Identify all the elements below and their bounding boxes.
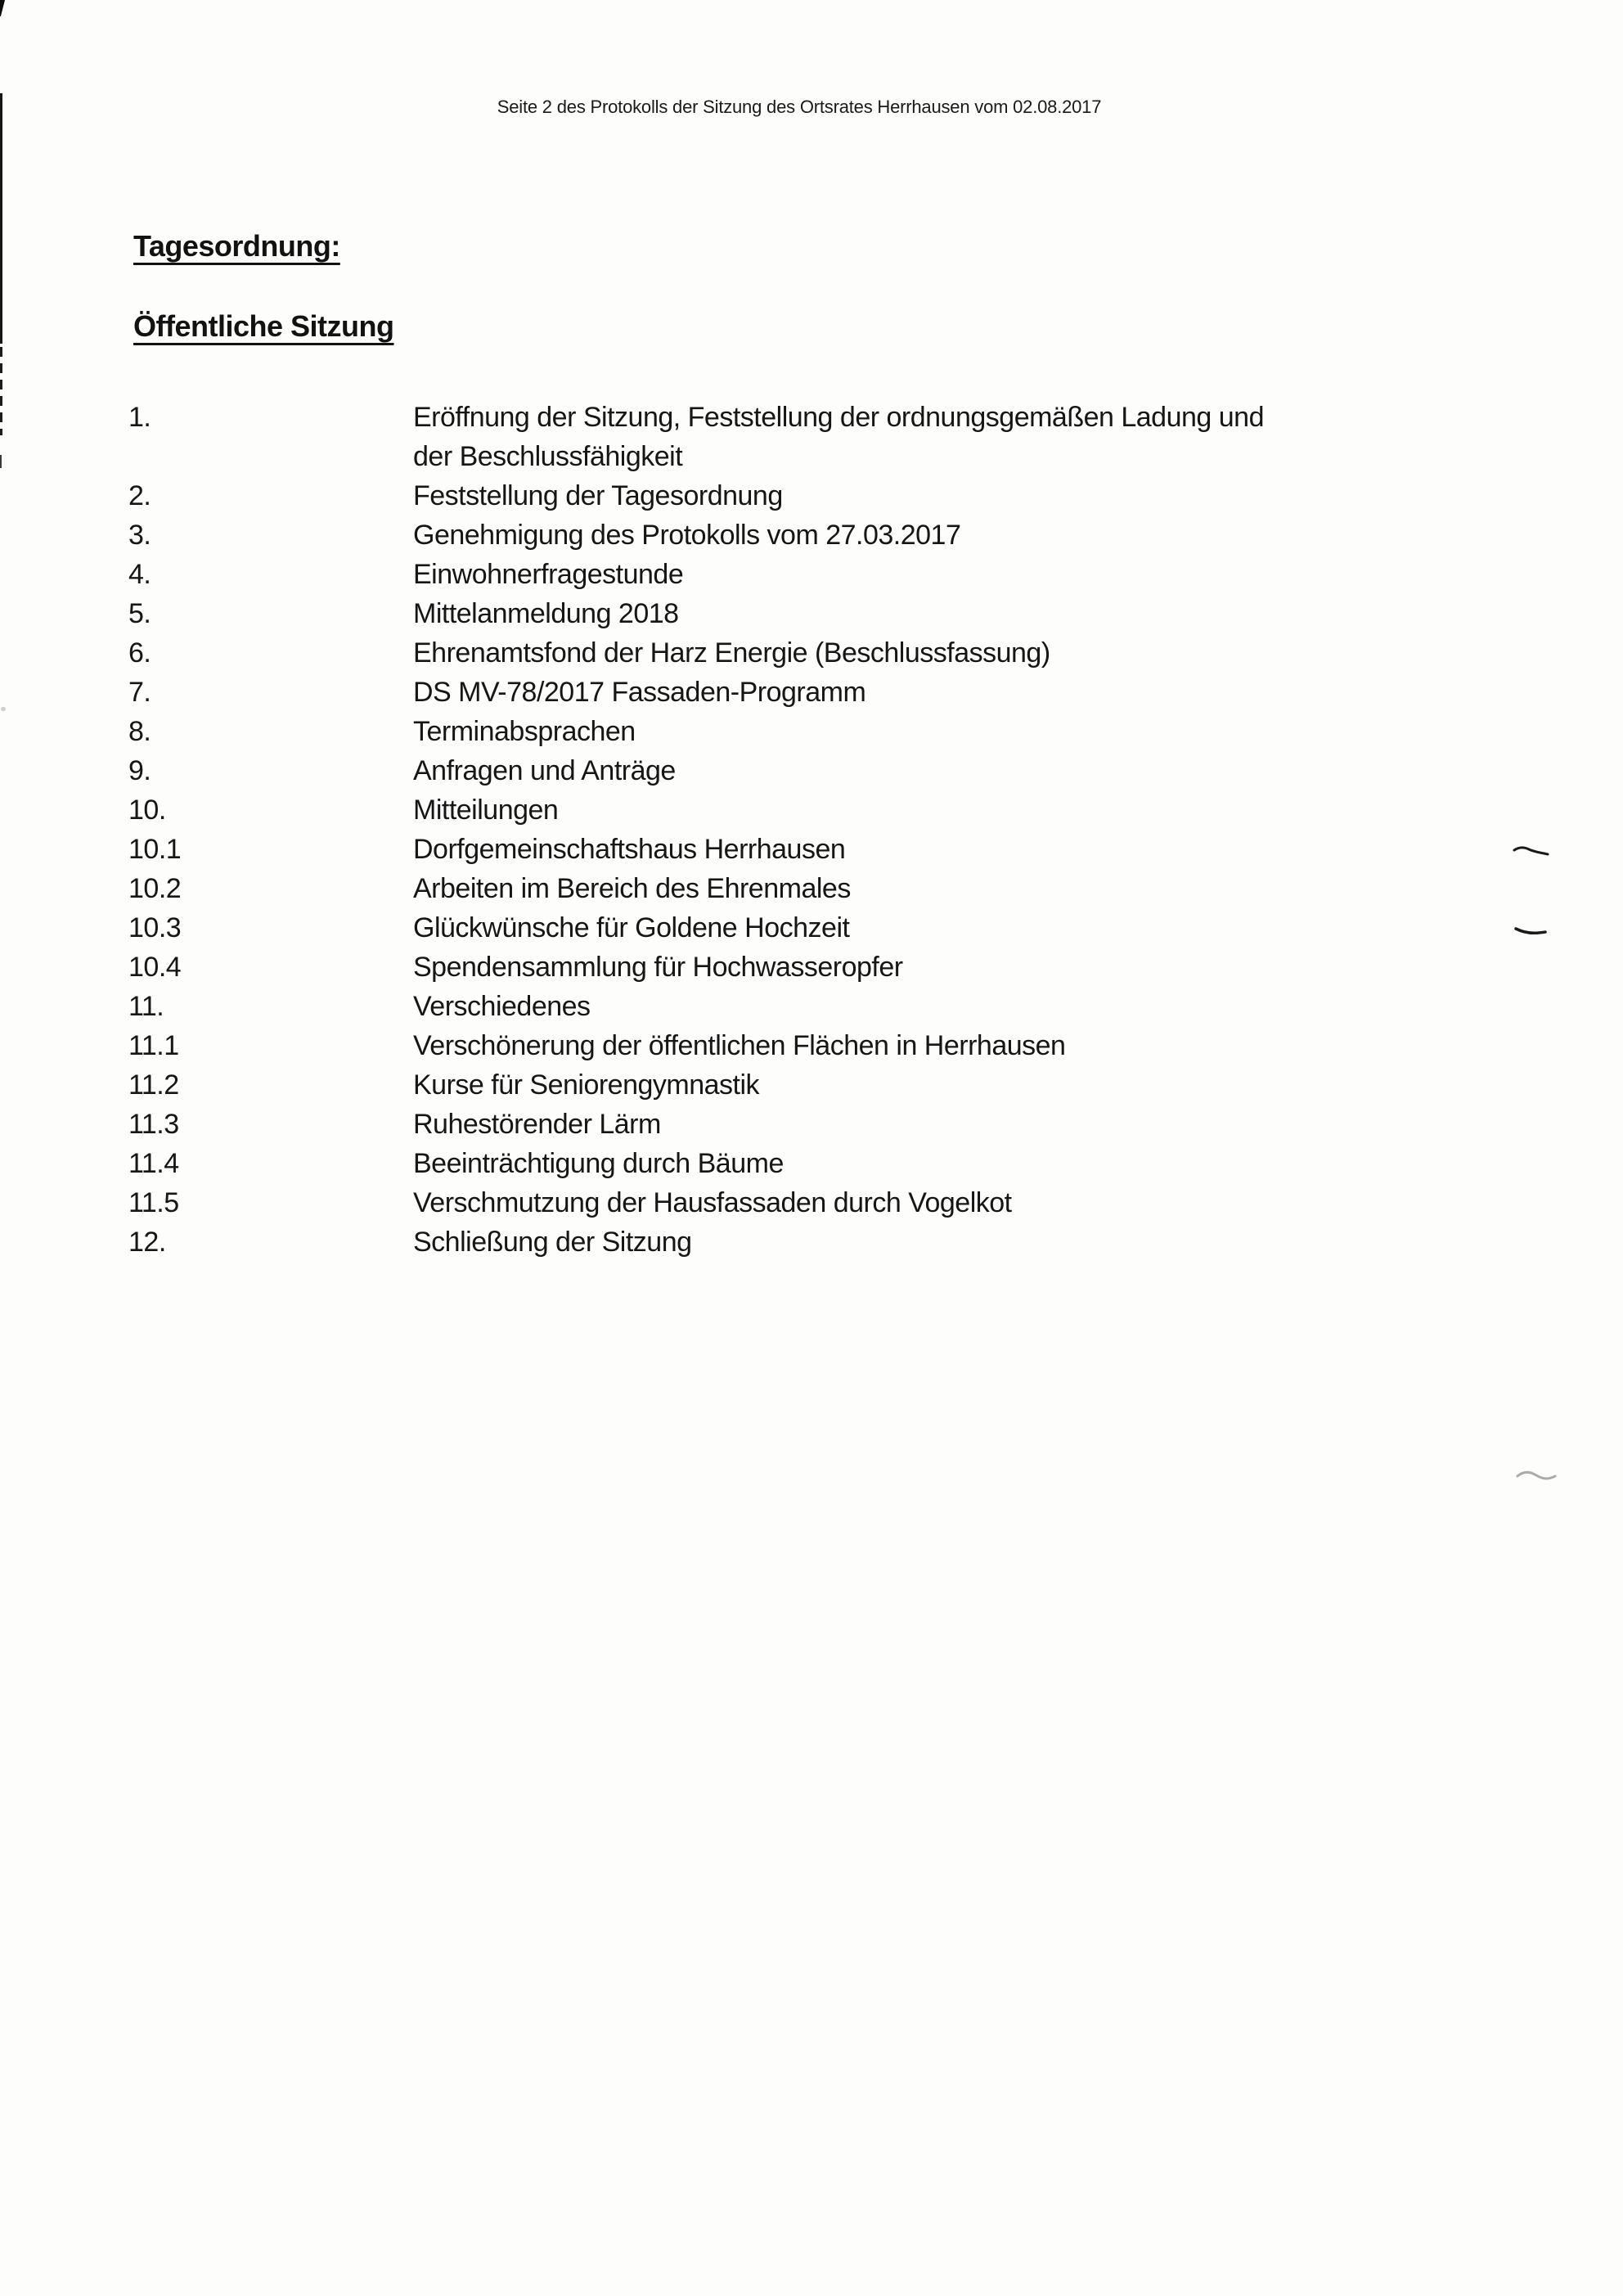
agenda-item-number: 11. [128,991,164,1022]
agenda-row [128,830,1413,869]
agenda-row [128,908,1413,948]
agenda-row [128,476,1413,515]
agenda-item-number: 10.4 [128,952,182,983]
agenda-item-text: Beeinträchtigung durch Bäume [413,1148,784,1179]
agenda-row [128,751,1413,790]
agenda-row [128,1026,1413,1065]
agenda-row [128,555,1413,594]
agenda-item-text: Spendensammlung für Hochwasseropfer [413,952,903,983]
agenda-item-number: 10.1 [128,834,182,865]
agenda-item-number: 7. [128,677,151,708]
agenda-item-number: 11.4 [128,1148,179,1179]
agenda-item-text: Mittelanmeldung 2018 [413,598,679,629]
agenda-item-text: Mitteilungen [413,795,559,826]
agenda-item-number: 12. [128,1227,166,1258]
agenda-item-number: 9. [128,755,151,786]
agenda-row [128,1105,1413,1144]
agenda-row [128,633,1413,673]
agenda-item-number: 1. [128,402,151,433]
agenda-item-number: 10.2 [128,873,182,904]
agenda-row [128,948,1413,987]
agenda-row [128,1183,1413,1222]
pen-dash-mark-icon [1514,924,1547,939]
agenda-item-number: 2. [128,480,151,511]
agenda-row [128,790,1413,830]
agenda-row [128,515,1413,555]
agenda-item-number: 8. [128,716,151,747]
agenda-item-number: 11.3 [128,1109,179,1140]
agenda-item-number: 10.3 [128,912,182,943]
scan-edge-artifact [0,347,2,435]
scan-edge-artifact [0,93,2,344]
agenda-list [128,398,1413,1262]
agenda-item-text: Ruhestörender Lärm [413,1109,661,1140]
pen-dash-mark-icon [1513,843,1550,861]
agenda-item-number: 11.2 [128,1069,179,1101]
agenda-item-text: Glückwünsche für Goldene Hochzeit [413,912,850,943]
agenda-item-text: Arbeiten im Bereich des Ehrenmales [413,873,851,904]
agenda-row [128,1144,1413,1183]
agenda-item-number: 10. [128,795,166,826]
agenda-row [128,1065,1413,1105]
agenda-row [128,1222,1413,1262]
scan-edge-artifact [0,0,5,16]
agenda-row [128,712,1413,751]
public-session-heading: Öffentliche Sitzung [133,309,394,343]
agenda-row [128,869,1413,908]
agenda-item-text: Feststellung der Tagesordnung [413,480,783,511]
faint-squiggle-mark-icon [1515,1466,1558,1484]
agenda-item-text: Anfragen und Anträge [413,755,676,786]
agenda-item-text: Verschiedenes [413,991,591,1022]
agenda-item-text: Einwohnerfragestunde [413,559,684,590]
agenda-row [128,398,1413,476]
agenda-item-text: Verschmutzung der Hausfassaden durch Vogelkot [413,1187,1012,1218]
agenda-item-text: Eröffnung der Sitzung, Feststellung der ordnungsgemäßen Ladung und der Beschlussfähigkeit [413,402,1264,472]
agenda-row [128,673,1413,712]
agenda-item-text: DS MV-78/2017 Fassaden-Programm [413,677,866,708]
page-header: Seite 2 des Protokolls der Sitzung des Ortsrates Herrhausen vom 02.08.2017 [497,97,1102,117]
agenda-item-number: 11.1 [128,1030,179,1061]
scan-edge-artifact [1,707,6,711]
agenda-item-text: Verschönerung der öffentlichen Flächen in Herrhausen [413,1030,1066,1061]
agenda-item-text: Schließung der Sitzung [413,1227,692,1258]
agenda-item-number: 3. [128,520,151,551]
agenda-item-text: Dorfgemeinschaftshaus Herrhausen [413,834,846,865]
agenda-item-number: 5. [128,598,151,629]
agenda-item-text: Terminabsprachen [413,716,636,747]
agenda-item-text: Genehmigung des Protokolls vom 27.03.2017 [413,520,961,551]
agenda-row [128,594,1413,633]
agenda-item-number: 11.5 [128,1187,179,1218]
agenda-heading: Tagesordnung: [133,229,340,263]
agenda-row [128,987,1413,1026]
agenda-item-text: Ehrenamtsfond der Harz Energie (Beschlussfassung) [413,637,1050,669]
scan-edge-artifact [0,455,2,468]
agenda-item-text: Kurse für Seniorengymnastik [413,1069,760,1101]
agenda-item-number: 4. [128,559,151,590]
agenda-item-number: 6. [128,637,151,669]
